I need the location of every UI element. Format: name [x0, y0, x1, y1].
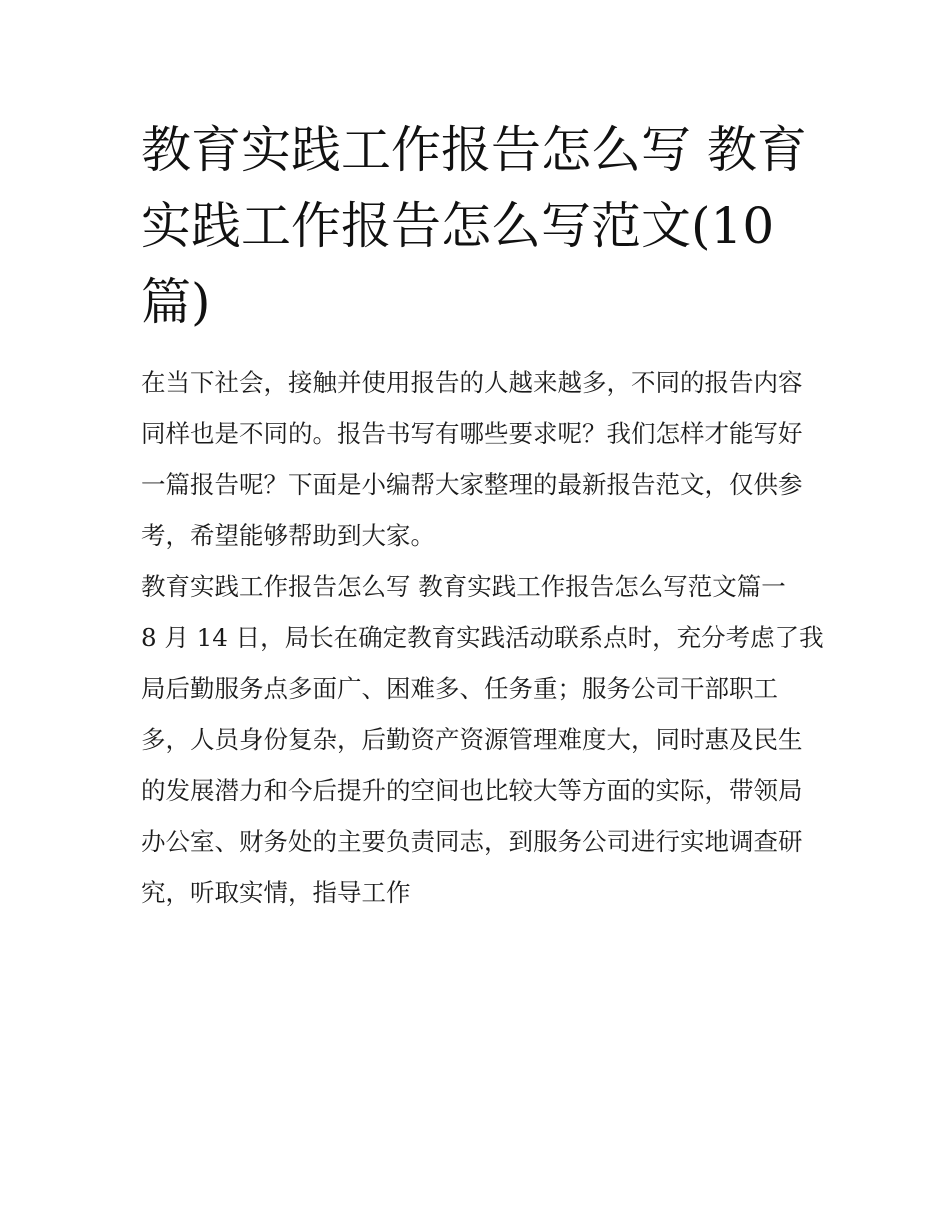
title-line-3: 篇) — [141, 273, 211, 331]
body-line-5: 办公室、财务处的主要负责同志，到服务公司进行实地调查研 — [141, 827, 803, 856]
body-line-3: 多，人员身份复杂，后勤资产资源管理难度大，同时惠及民生 — [141, 725, 803, 754]
intro-line-2: 同样也是不同的。报告书写有哪些要求呢？我们怎样才能写好 — [141, 419, 803, 448]
body-line-6: 究，听取实情，指导工作 — [141, 878, 411, 907]
section-heading: 教育实践工作报告怎么写 教育实践工作报告怎么写范文篇一 — [141, 572, 786, 601]
document-content — [141, 112, 824, 918]
intro-line-4: 考，希望能够帮助到大家。 — [141, 521, 435, 550]
body-line-4: 的发展潜力和今后提升的空间也比较大等方面的实际，带领局 — [141, 776, 803, 805]
body-paragraph — [141, 612, 824, 918]
body-line-1: 8 月 14 日，局长在确定教育实践活动联系点时，充分考虑了我 — [141, 623, 824, 652]
body-line-2: 局后勤服务点多面广、困难多、任务重；服务公司干部职工 — [141, 674, 778, 703]
title-line-2: 实践工作报告怎么写范文(10 — [141, 197, 775, 255]
intro-line-1: 在当下社会，接触并使用报告的人越来越多，不同的报告内容 — [141, 368, 803, 397]
intro-line-3: 一篇报告呢？下面是小编帮大家整理的最新报告范文，仅供参 — [141, 470, 803, 499]
title-line-1: 教育实践工作报告怎么写 教育 — [141, 121, 807, 179]
document-title — [141, 112, 813, 340]
intro-paragraph — [141, 357, 813, 561]
